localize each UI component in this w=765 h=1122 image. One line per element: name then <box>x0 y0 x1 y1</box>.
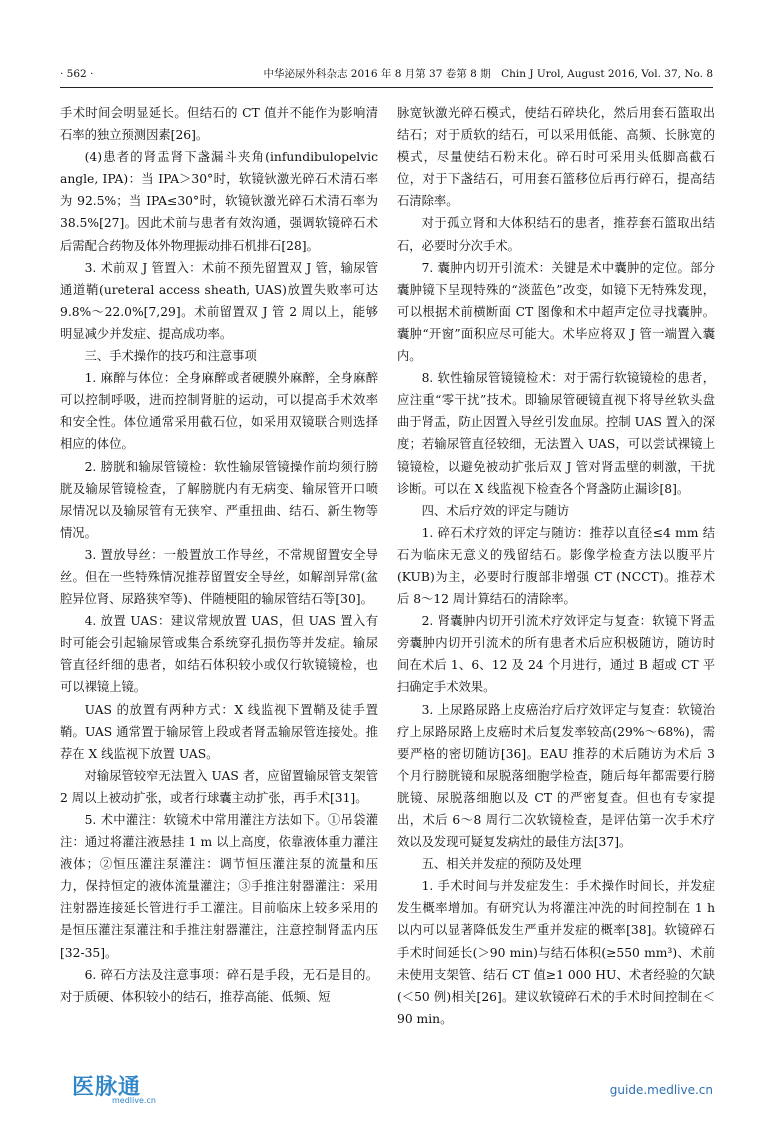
paragraph: 6. 碎石方法及注意事项：碎石是手段，无石是目的。对于质硬、体积较小的结石，推荐高能、低频、短 <box>60 967 378 1004</box>
paragraph: 7. 囊肿内切开引流术：关键是术中囊肿的定位。部分囊肿镜下呈现特殊的“淡蓝色”改变，如镜下无特殊发现，可以根据术前横断面 CT 图像和术中超声定位寻找囊肿。囊肿“开窗”面积应尽可能大。术毕应将双 J 管一端置入囊内。 <box>397 260 715 364</box>
logo-subtext: medlive.cn <box>112 1096 156 1105</box>
paragraph: 1. 手术时间与并发症发生：手术操作时间长，并发症发生概率增加。有研究认为将灌注冲洗的时间控制在 1 h 以内可以显著降低发生严重并发症的概率[38]。软镜碎石手术时间延长(＞90 min)与结石体积(≥550 mm³)、术前未使用支架管、结石 CT 值≥1 000 HU、术者经验的欠缺(＜50 例)相关[26]。建议软镜碎石术的手术时间控制在＜90 min。 <box>397 879 715 1026</box>
page-number: · 562 · <box>60 68 94 80</box>
section-heading: 五、相关并发症的预防及处理 <box>421 857 582 872</box>
running-header <box>60 66 713 82</box>
section-heading: 三、手术操作的技巧和注意事项 <box>84 349 257 364</box>
paragraph: UAS 的放置有两种方式：X 线监视下置鞘及徒手置鞘。UAS 通常置于输尿管上段或者肾盂输尿管连接处。推荐在 X 线监视下放置 UAS。 <box>60 702 378 761</box>
journal-citation: 中华泌尿外科杂志 2016 年 8 月第 37 卷第 8 期 Chin J Urol, August 2016, Vol. 37, No. 8 <box>263 68 713 80</box>
paragraph: 2. 膀胱和输尿管镜检：软性输尿管镜操作前均须行膀胱及输尿管镜检查，了解膀胱内有无病变、输尿管开口喷尿情况以及输尿管有无狭窄、严重扭曲、结石、新生物等情况。 <box>60 459 378 540</box>
section-heading: 四、术后疗效的评定与随访 <box>421 503 570 518</box>
left-column <box>60 102 378 1008</box>
paragraph: 1. 麻醉与体位：全身麻醉或者硬膜外麻醉，全身麻醉可以控制呼吸，进而控制肾脏的运动，可以提高手术效率和安全性。体位通常采用截石位，如采用双镜联合则选择相应的体位。 <box>60 371 378 452</box>
paragraph: 1. 碎石术疗效的评定与随访：推荐以直径≤4 mm 结石为临床无意义的残留结石。影像学检查方法以腹平片(KUB)为主，必要时行腹部非增强 CT (NCCT)。推荐术后 8～12 周计算结石的清除率。 <box>397 525 715 607</box>
right-column <box>397 102 715 1030</box>
paragraph: (4)患者的肾盂肾下盏漏斗夹角(infundibulopelvic angle, IPA)：当 IPA＞30°时，软镜钬激光碎石术清石率为 92.5%；当 IPA≤30°时，软镜钬激光碎石术清石率为 38.5%[27]。因此术前与患者有效沟通，强调软镜碎石术后需配合药物及体外物理振动排石机排石[28]。 <box>60 150 378 253</box>
paragraph: 2. 肾囊肿内切开引流术疗效评定与复查：软镜下肾盂旁囊肿内切开引流术的所有患者术后应积极随访，随访时间在术后 1、6、12 及 24 个月进行，通过 B 超或 CT 平扫确定手术效果。 <box>397 614 715 695</box>
paragraph: 手术时间会明显延长。但结石的 CT 值并不能作为影响清石率的独立预测因素[26]。 <box>60 106 378 143</box>
paragraph: 3. 上尿路尿路上皮癌治疗后疗效评定与复查：软镜治疗上尿路尿路上皮癌时术后复发率较高(29%～68%)，需要严格的密切随访[36]。EAU 推荐的术后随访为术后 3 个月行膀胱镜和尿脱落细胞学检查，随后每年都需要行膀胱镜、尿脱落细胞以及 CT 的严密复查。但也有专家提出，术后 6～8 周行二次软镜检查，是评估第一次手术疗效以及发现可疑复发病灶的最佳方法[37]。 <box>397 702 715 850</box>
header-rule <box>60 87 713 88</box>
site-url: guide.medlive.cn <box>609 1083 713 1097</box>
medlive-logo <box>72 1070 192 1110</box>
paragraph: 4. 放置 UAS：建议常规放置 UAS，但 UAS 置入有时可能会引起输尿管或集合系统穿孔损伤等并发症。输尿管直径纤细的患者，如结石体积较小或仅行软镜镜检，也可以裸镜上镜。 <box>60 614 378 695</box>
paragraph: 3. 置放导丝：一般置放工作导丝，不常规留置安全导丝。但在一些特殊情况推荐留置安全导丝，如解剖异常(盆腔异位肾、尿路狭窄等)、伴随梗阻的输尿管结石等[30]。 <box>60 547 378 607</box>
paragraph: 3. 术前双 J 管置入：术前不预先留置双 J 管，输尿管通道鞘(ureteral access sheath, UAS)放置失败率可达 9.8%～22.0%[7,29]。术前留置双 J 管 2 周以上，能够明显减少并发症、提高成功率。 <box>60 260 378 341</box>
paragraph: 8. 软性输尿管镜镜检术：对于需行软镜镜检的患者，应注重“零干扰”技术。即输尿管硬镜直视下将导丝软头盘曲于肾盂，防止因置入导丝引发血尿。控制 UAS 置入的深度；若输尿管直径较细，无法置入 UAS，可以尝试裸镜上镜镜检，以避免被动扩张后双 J 管对肾盂壁的刺激，干扰诊断。可以在 X 线监视下检查各个肾盏防止漏诊[8]。 <box>397 371 715 496</box>
paragraph: 5. 术中灌注：软镜术中常用灌注方法如下。①吊袋灌注：通过将灌注液悬挂 1 m 以上高度，依靠液体重力灌注液体；②恒压灌注泵灌注：调节恒压灌注泵的流量和压力，保持恒定的液体流量灌注；③手推注射器灌注：采用注射器连接延长管进行手工灌注。目前临床上较多采用的是恒压灌注泵灌注和手推注射器灌注，注意控制肾盂内压[32-35]。 <box>60 813 378 960</box>
paragraph: 对输尿管较窄无法置入 UAS 者，应留置输尿管支架管 2 周以上被动扩张，或者行球囊主动扩张，再手术[31]。 <box>60 768 378 805</box>
logo-text: 医脉通 <box>72 1075 142 1100</box>
paragraph: 脉宽钬激光碎石模式，使结石碎块化，然后用套石篮取出结石；对于质软的结石，可以采用低能、高频、长脉宽的模式，尽量使结石粉末化。碎石时可采用头低脚高截石位，对于下盏结石，可用套石篮移位后再行碎石，提高结石清除率。 <box>397 106 715 209</box>
paragraph: 对于孤立肾和大体积结石的患者，推荐套石篮取出结石，必要时分次手术。 <box>397 216 715 253</box>
